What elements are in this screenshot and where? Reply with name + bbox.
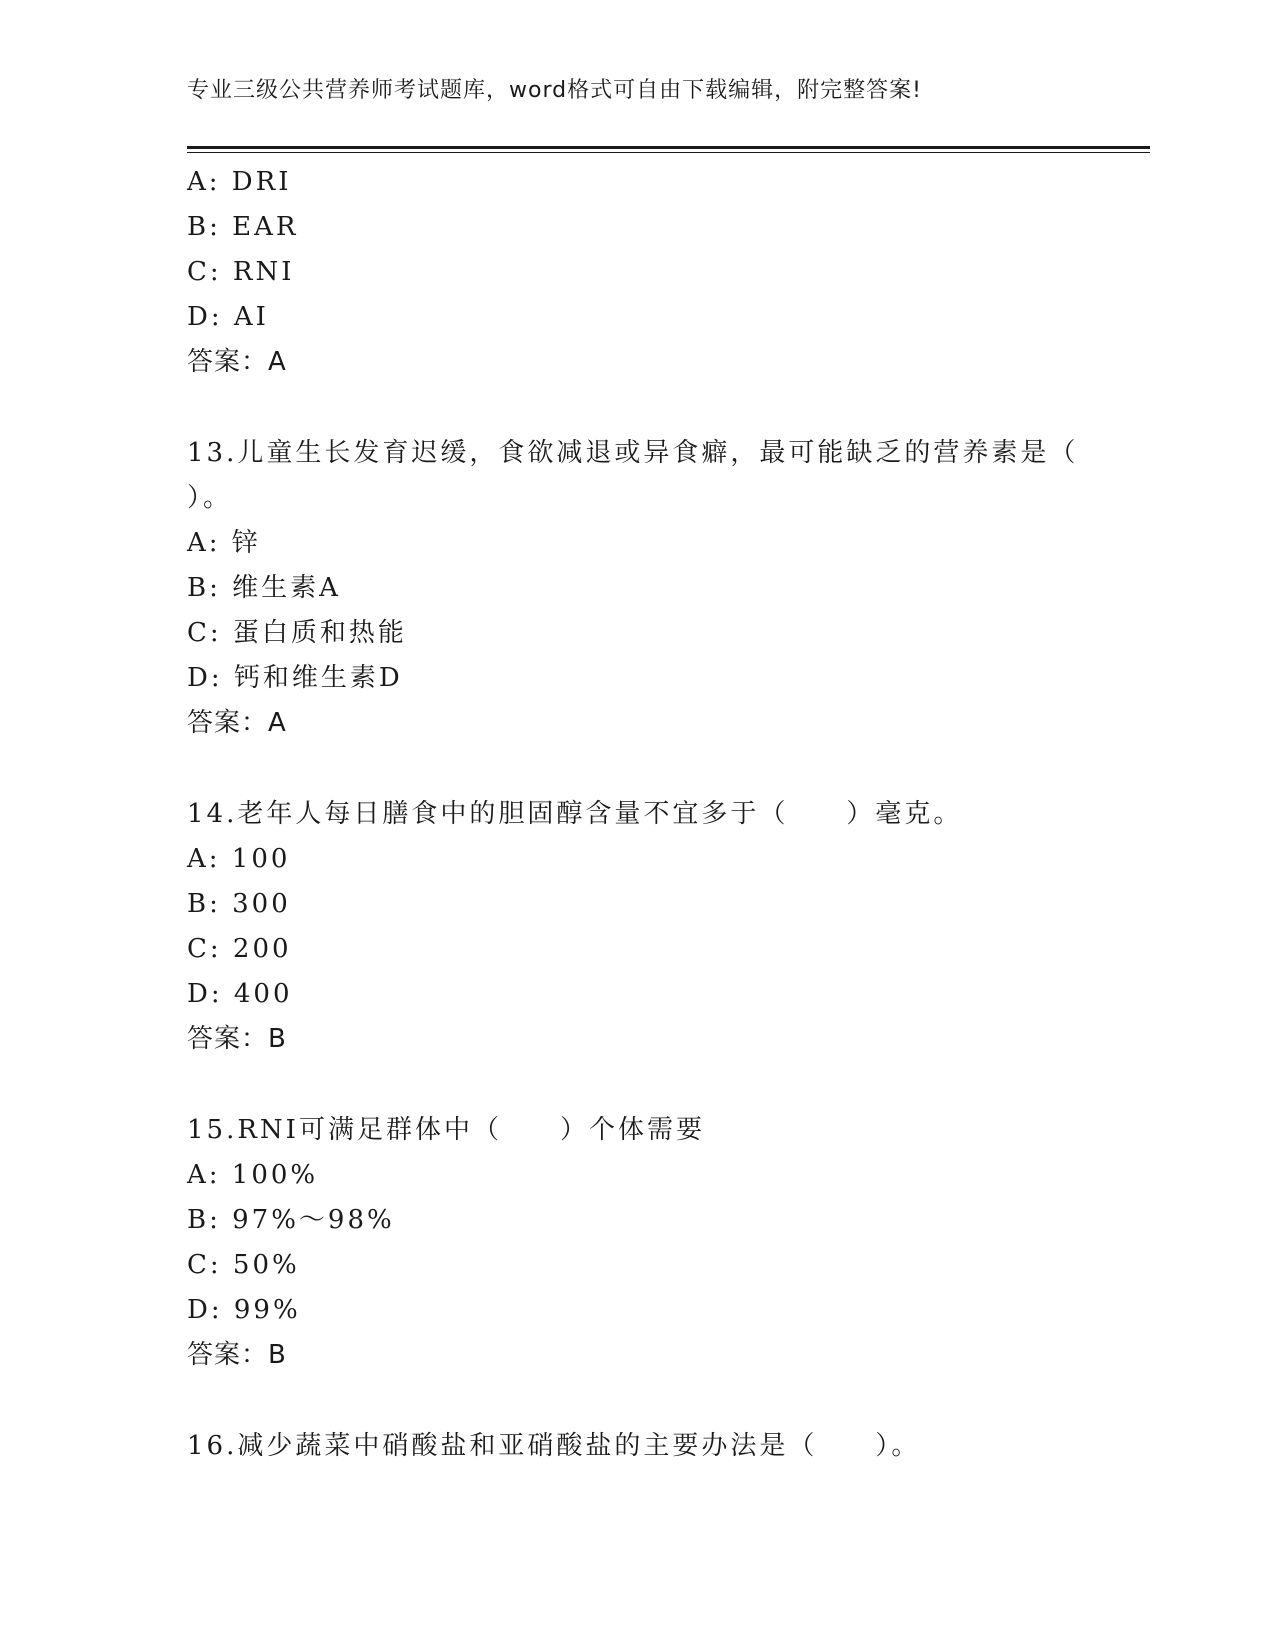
question-text: 16.减少蔬菜中硝酸盐和亚硝酸盐的主要办法是（ ）。	[187, 1431, 921, 1461]
option-d: D: 400	[187, 979, 293, 1009]
question-block	[187, 1108, 1087, 1378]
answer-line: 答案：B	[187, 1024, 287, 1054]
question-block	[187, 431, 1087, 746]
option-b: B: 97%～98%	[187, 1205, 395, 1235]
option-a: A: DRI	[187, 167, 292, 197]
question-text: 14.老年人每日膳食中的胆固醇含量不宜多于（ ）毫克。	[187, 799, 963, 829]
page-header-title: 专业三级公共营养师考试题库，word格式可自由下载编辑，附完整答案!	[187, 78, 922, 103]
question-block	[187, 1424, 1087, 1469]
option-c: C: RNI	[187, 257, 295, 287]
option-c: C: 蛋白质和热能	[187, 618, 407, 648]
option-a: A: 100%	[187, 1160, 319, 1190]
option-c: C: 200	[187, 934, 292, 964]
option-d: D: AI	[187, 302, 269, 332]
option-b: B: 300	[187, 889, 291, 919]
question-block	[187, 792, 1087, 1062]
document-body	[187, 160, 1087, 1469]
question-text: 15.RNI可满足群体中（ ）个体需要	[187, 1115, 705, 1145]
question-text: 13.儿童生长发育迟缓，食欲减退或异食癖，最可能缺乏的营养素是（	[187, 438, 1079, 468]
answer-line: 答案：A	[187, 347, 287, 377]
question-text-continued: ）。	[187, 483, 233, 513]
answer-line: 答案：A	[187, 708, 287, 738]
option-d: D: 99%	[187, 1295, 301, 1325]
header-rule-thick	[187, 146, 1150, 149]
question-block	[187, 160, 1087, 385]
option-c: C: 50%	[187, 1250, 300, 1280]
option-a: A: 100	[187, 844, 291, 874]
option-b: B: 维生素A	[187, 573, 341, 603]
option-b: B: EAR	[187, 212, 299, 242]
header-rule-thin	[187, 152, 1150, 153]
answer-line: 答案：B	[187, 1340, 287, 1370]
option-a: A: 锌	[187, 528, 261, 558]
option-d: D: 钙和维生素D	[187, 663, 403, 693]
